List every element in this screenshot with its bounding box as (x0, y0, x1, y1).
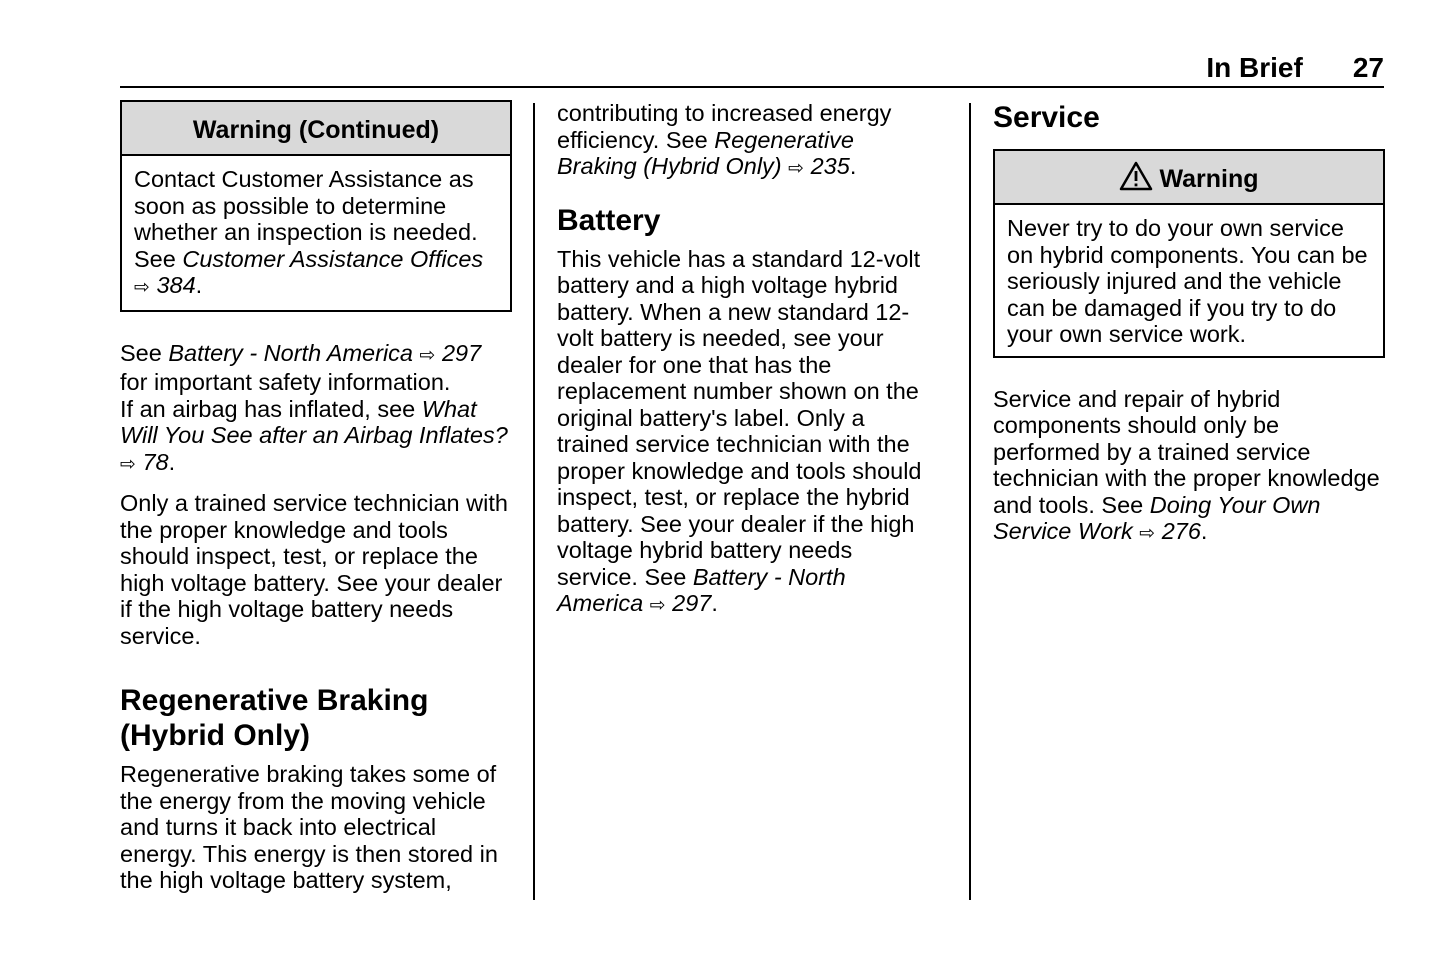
airbag-paragraph: If an airbag has inflated, see What Will You See after an Airbag Inflates? ⇨ 78. (120, 395, 508, 475)
cross-reference-page[interactable]: 235 (810, 153, 850, 179)
cross-reference-link[interactable]: What Will You See after an Airbag Inflates? (120, 395, 508, 448)
warning-triangle-icon (1119, 161, 1153, 191)
warning-box-title: Warning (Continued) (122, 102, 510, 156)
page-reference-arrow-icon: ⇨ (134, 277, 150, 298)
page-reference-arrow-icon: ⇨ (1139, 523, 1156, 544)
warning-box-title: Warning (1159, 165, 1259, 193)
service-heading: Service (993, 101, 1100, 134)
warning-box-body: Contact Customer Assistance as soon as possible to determine whether an inspection is needed. See Customer Assistance Offices ⇨ 384. (134, 166, 484, 298)
cross-reference-page[interactable]: 297 (672, 590, 712, 616)
page-reference-arrow-icon: ⇨ (649, 595, 666, 616)
page-header (120, 50, 1384, 88)
column-divider (533, 103, 535, 900)
regenerative-braking-paragraph: Regenerative braking takes some of the energy from the moving vehicle and turns it back into electrical energy. This energy is then stored in the high voltage battery system, (120, 761, 498, 893)
page-reference-arrow-icon: ⇨ (120, 453, 136, 475)
regenerative-braking-heading: Regenerative Braking (Hybrid Only) (120, 684, 429, 752)
service-paragraph: Service and repair of hybrid components should only be performed by a trained service technician with the proper knowledge and tools. See Doing Your Own Service Work ⇨ 276. (993, 385, 1380, 544)
cross-reference-page[interactable]: 276 (1161, 518, 1201, 544)
battery-heading: Battery (557, 203, 661, 237)
cross-reference-page[interactable]: 384 (156, 272, 196, 298)
cross-reference-link[interactable]: Customer Assistance Offices (182, 245, 484, 272)
cross-reference-link[interactable]: Regenerative Braking (Hybrid Only) (557, 126, 854, 179)
cross-reference-page[interactable]: 297 (441, 339, 482, 366)
warning-continued-box (120, 100, 512, 312)
safety-info-paragraph: See Battery - North America ⇨ 297 for important safety information. (120, 339, 482, 395)
continued-paragraph: contributing to increased energy efficiency. See Regenerative Braking (Hybrid Only) ⇨ 235. (557, 100, 892, 179)
page-reference-arrow-icon: ⇨ (419, 344, 436, 366)
warning-text: Contact Customer Assistance as soon as possible to determine whether an inspection is needed. See (134, 166, 478, 272)
warning-box-header (995, 151, 1383, 205)
cross-reference-link[interactable]: Battery - North America (557, 563, 846, 616)
column-divider (969, 103, 971, 900)
service-warning-box (993, 149, 1385, 358)
cross-reference-link[interactable]: Battery - North America (168, 339, 413, 366)
section-title: In Brief (1206, 52, 1303, 83)
column-middle (557, 100, 937, 620)
warning-box-body: Never try to do your own service on hybrid components. You can be seriously injured and the vehicle can be damaged if you try to do your own service work. (1007, 215, 1368, 347)
page-number: 27 (1352, 52, 1384, 83)
battery-paragraph: This vehicle has a standard 12-volt battery and a high voltage hybrid battery. When a new standard 12-volt battery is needed, see your dealer for one that has the replacement number shown on the original battery's label. Only a trained service technician with the proper knowledge and tools should inspect, test, or replace the hybrid battery. See your dealer if the high voltage hybrid battery needs service. See Battery - North America ⇨ 297. (557, 245, 922, 616)
column-right (993, 100, 1385, 548)
cross-reference-page[interactable]: 78 (142, 448, 169, 475)
column-left (120, 100, 512, 894)
page-reference-arrow-icon: ⇨ (788, 158, 805, 179)
cross-reference-link[interactable]: Doing Your Own Service Work (993, 491, 1321, 544)
technician-paragraph: Only a trained service technician with the proper knowledge and tools should inspect, test, or replace the high voltage battery. See your dealer if the high voltage battery needs service. (120, 490, 508, 649)
